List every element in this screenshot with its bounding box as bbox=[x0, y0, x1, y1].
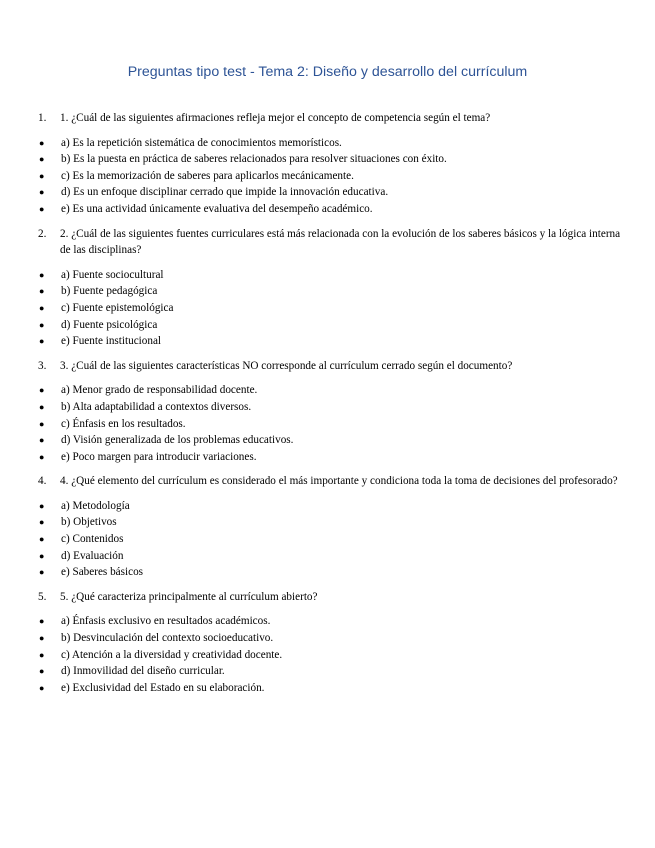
option-item bbox=[36, 416, 626, 433]
bullet-icon: ● bbox=[39, 319, 45, 330]
option-item bbox=[36, 647, 626, 664]
option-item bbox=[36, 564, 626, 581]
bullet-icon: ● bbox=[39, 517, 45, 528]
option-text: b) Desvinculación del contexto socioeducativo. bbox=[61, 632, 274, 645]
option-text: d) Visión generalizada de los problemas educativos. bbox=[61, 434, 294, 447]
bullet-icon: ● bbox=[39, 187, 45, 198]
bullet-icon: ● bbox=[39, 633, 45, 644]
bullet-icon: ● bbox=[39, 682, 45, 693]
option-text: c) Fuente epistemológica bbox=[61, 301, 174, 314]
page-title: Preguntas tipo test - Tema 2: Diseño y desarrollo del currículum bbox=[127, 64, 528, 80]
bullet-icon: ● bbox=[39, 451, 45, 462]
bullet-icon: ● bbox=[39, 154, 45, 165]
bullet-icon: ● bbox=[39, 302, 45, 313]
bullet-icon: ● bbox=[39, 418, 45, 429]
question-4 bbox=[36, 473, 626, 490]
option-text: c) Énfasis en los resultados. bbox=[61, 417, 186, 430]
option-text: a) Es la repetición sistemática de conocimientos memorísticos. bbox=[61, 136, 342, 149]
option-item bbox=[36, 317, 626, 334]
option-item bbox=[36, 382, 626, 399]
option-item bbox=[36, 449, 626, 466]
option-text: d) Inmovilidad del diseño curricular. bbox=[61, 665, 225, 678]
bullet-icon: ● bbox=[39, 550, 45, 561]
option-item bbox=[36, 630, 626, 647]
option-item bbox=[36, 432, 626, 449]
question-text: 1. ¿Cuál de las siguientes afirmaciones refleja mejor el concepto de competencia según el tema? bbox=[60, 112, 491, 124]
option-text: e) Es una actividad únicamente evaluativa del desempeño académico. bbox=[61, 202, 373, 215]
bullet-icon: ● bbox=[39, 666, 45, 677]
bullet-icon: ● bbox=[39, 170, 45, 181]
question-1 bbox=[36, 110, 626, 127]
option-item bbox=[36, 663, 626, 680]
question-number: 3. bbox=[38, 359, 47, 372]
option-text: c) Atención a la diversidad y creatividad docente. bbox=[61, 648, 283, 661]
bullet-icon: ● bbox=[39, 269, 45, 280]
option-item bbox=[36, 680, 626, 697]
bullet-icon: ● bbox=[39, 567, 45, 578]
bullet-icon: ● bbox=[39, 649, 45, 660]
option-text: b) Es la puesta en práctica de saberes relacionados para resolver situaciones con éxito. bbox=[61, 153, 447, 166]
option-text: a) Menor grado de responsabilidad docente. bbox=[61, 384, 258, 397]
question-text: 3. ¿Cuál de las siguientes características NO corresponde al currículum cerrado según el documento? bbox=[60, 359, 513, 372]
question-3-options bbox=[36, 382, 626, 465]
option-text: a) Fuente sociocultural bbox=[61, 268, 164, 281]
bullet-icon: ● bbox=[39, 203, 45, 214]
option-text: e) Exclusividad del Estado en su elaboración. bbox=[61, 681, 265, 694]
question-2 bbox=[36, 226, 626, 259]
option-text: c) Es la memorización de saberes para aplicarlos mecánicamente. bbox=[61, 169, 354, 182]
option-item bbox=[36, 201, 626, 218]
option-text: e) Poco margen para introducir variaciones. bbox=[61, 450, 257, 463]
option-item bbox=[36, 531, 626, 548]
option-text: b) Fuente pedagógica bbox=[61, 285, 158, 298]
option-text: a) Énfasis exclusivo en resultados académicos. bbox=[61, 615, 271, 628]
option-text: c) Contenidos bbox=[61, 533, 124, 546]
question-5 bbox=[36, 589, 626, 606]
bullet-icon: ● bbox=[39, 137, 45, 148]
questions-list bbox=[36, 110, 626, 704]
option-item bbox=[36, 184, 626, 201]
option-item bbox=[36, 514, 626, 531]
option-text: d) Fuente psicológica bbox=[61, 318, 158, 331]
question-number: 1. bbox=[38, 112, 47, 124]
option-text: d) Evaluación bbox=[61, 549, 124, 562]
question-5-options bbox=[36, 613, 626, 696]
bullet-icon: ● bbox=[39, 336, 45, 347]
option-item bbox=[36, 267, 626, 284]
question-number: 4. bbox=[38, 475, 47, 488]
question-text: 4. ¿Qué elemento del currículum es considerado el más importante y condiciona toda la toma de decisiones del profesorado? bbox=[60, 475, 618, 488]
option-text: b) Objetivos bbox=[61, 516, 117, 529]
option-item bbox=[36, 151, 626, 168]
bullet-icon: ● bbox=[39, 385, 45, 396]
option-text: e) Fuente institucional bbox=[61, 335, 162, 348]
option-item bbox=[36, 548, 626, 565]
option-text: d) Es un enfoque disciplinar cerrado que impide la innovación educativa. bbox=[61, 186, 389, 199]
option-item bbox=[36, 333, 626, 350]
question-1-options bbox=[36, 135, 626, 218]
option-text: e) Saberes básicos bbox=[61, 566, 144, 579]
question-text: 5. ¿Qué caracteriza principalmente al currículum abierto? bbox=[60, 590, 318, 603]
bullet-icon: ● bbox=[39, 286, 45, 297]
question-3 bbox=[36, 358, 626, 375]
option-item bbox=[36, 135, 626, 152]
bullet-icon: ● bbox=[39, 401, 45, 412]
option-item bbox=[36, 300, 626, 317]
bullet-icon: ● bbox=[39, 435, 45, 446]
bullet-icon: ● bbox=[39, 616, 45, 627]
option-item bbox=[36, 613, 626, 630]
question-text: 2. ¿Cuál de las siguientes fuentes curriculares está más relacionada con la evolución de los saberes básicos y la lógica interna de las disciplinas? bbox=[60, 227, 621, 257]
option-item bbox=[36, 399, 626, 416]
option-item bbox=[36, 283, 626, 300]
option-item bbox=[36, 498, 626, 515]
option-text: a) Metodología bbox=[61, 499, 130, 512]
option-text: b) Alta adaptabilidad a contextos diversos. bbox=[61, 400, 252, 413]
bullet-icon: ● bbox=[39, 500, 45, 511]
question-number: 5. bbox=[38, 590, 47, 603]
bullet-icon: ● bbox=[39, 534, 45, 545]
question-2-options bbox=[36, 267, 626, 350]
question-number: 2. bbox=[38, 227, 47, 240]
question-4-options bbox=[36, 498, 626, 581]
option-item bbox=[36, 168, 626, 185]
